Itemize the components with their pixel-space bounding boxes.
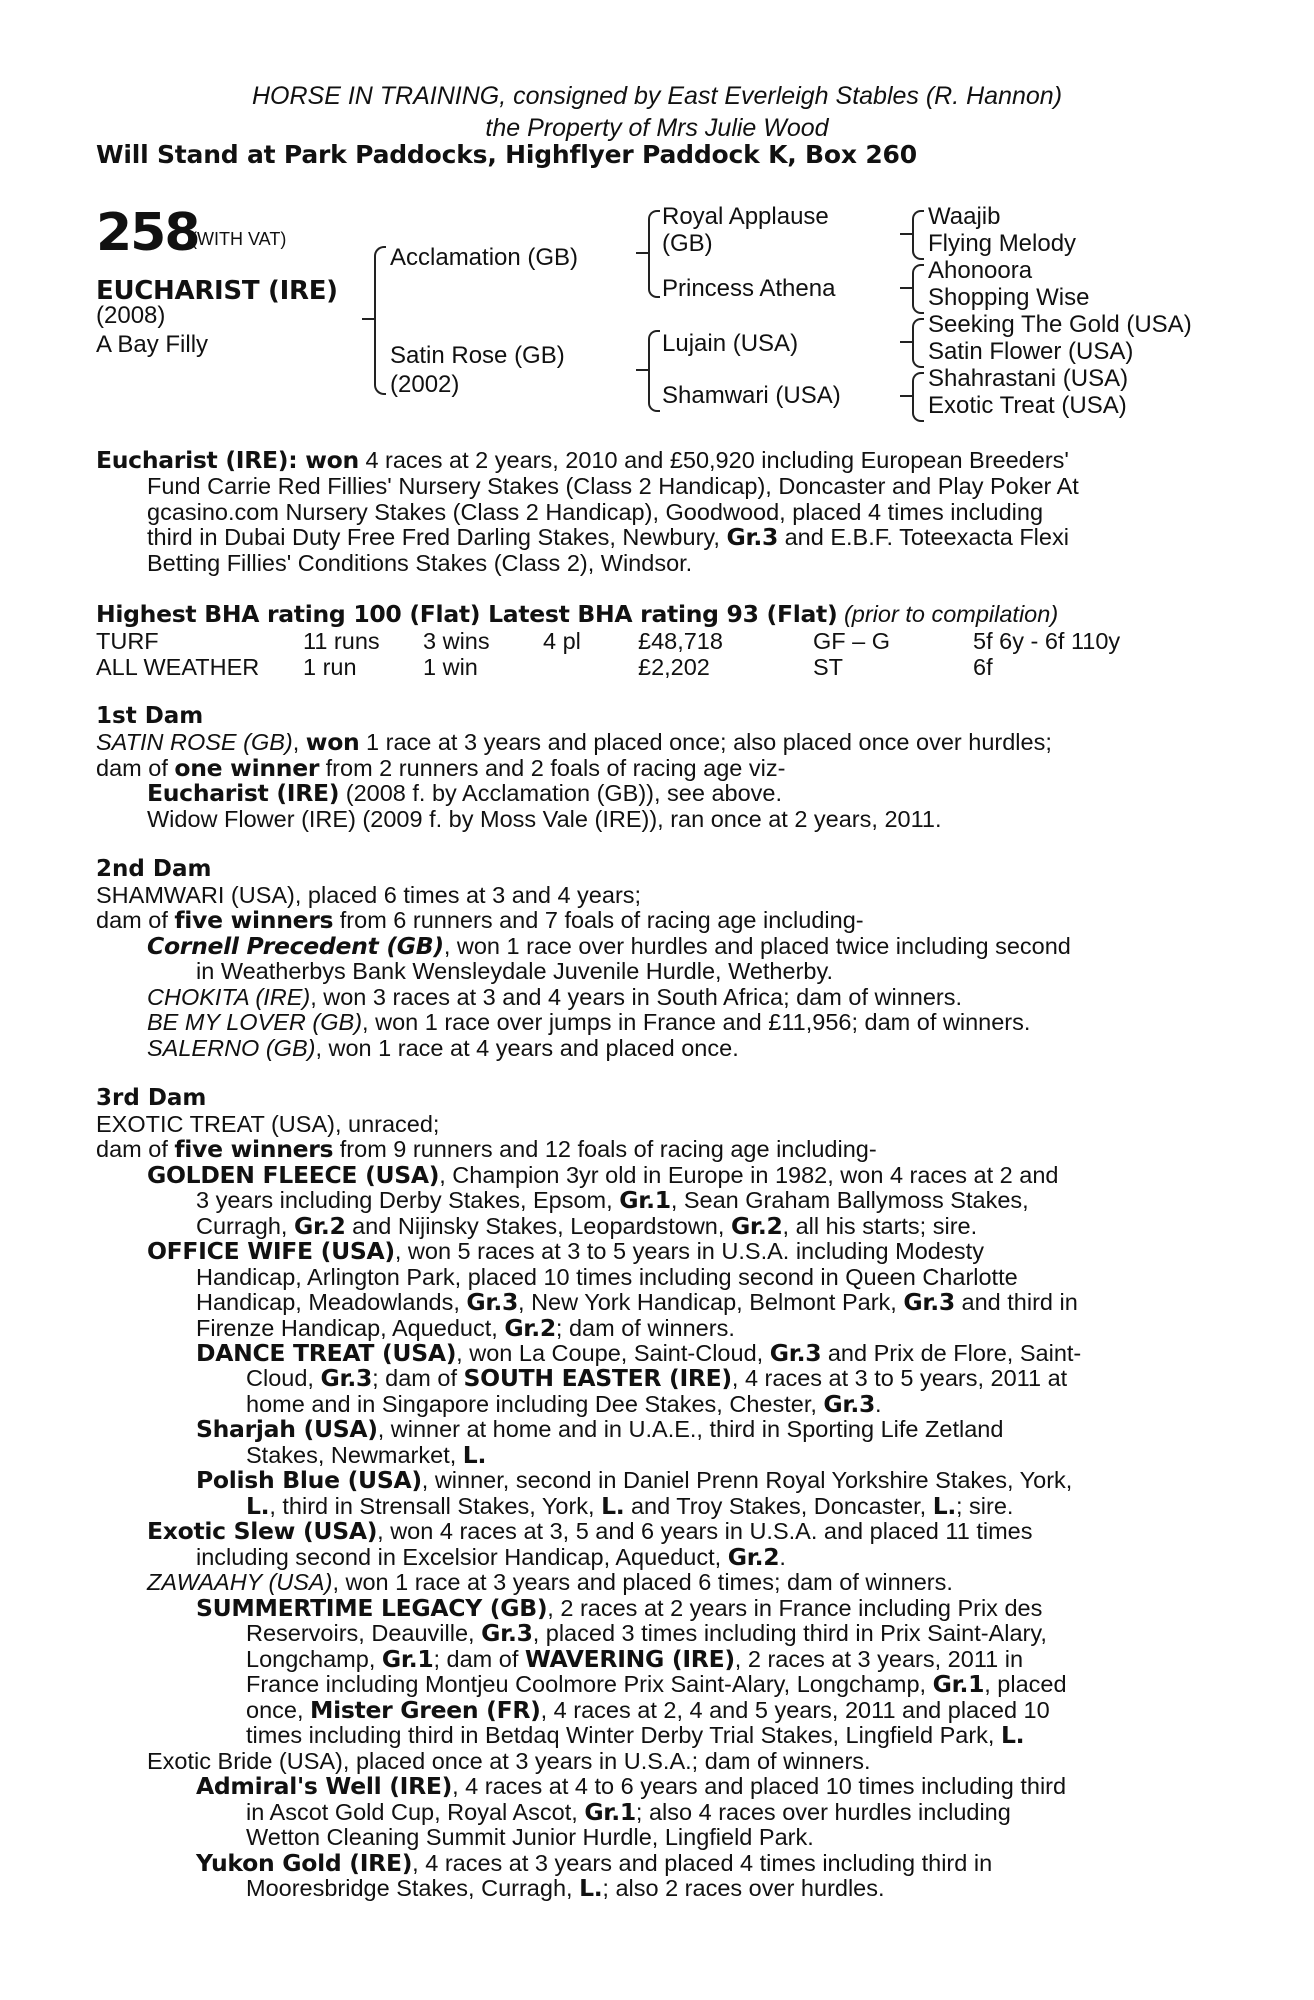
second-dam-produce-2: CHOKITA (IRE), won 3 races at 3 and 4 years in South Africa; dam of winners.: [147, 984, 963, 1010]
first-dam-line-2: dam of one winner from 2 runners and 2 foals of racing age viz-: [96, 754, 786, 782]
second-dam-produce-4: SALERNO (GB), won 1 race at 4 years and placed once.: [147, 1035, 739, 1061]
entry-golden-fleece: GOLDEN FLEECE (USA), Champion 3yr old in Europe in 1982, won 4 races at 2 and: [147, 1161, 1059, 1189]
stats-wins: 1 win: [423, 654, 478, 680]
third-dam-line-1: EXOTIC TREAT (USA), unraced;: [96, 1111, 440, 1137]
entry-exotic-slew: Exotic Slew (USA), won 4 races at 3, 5 and 6 years in U.S.A. and placed 11 times: [147, 1517, 1033, 1545]
gg-ancestor-4: Shopping Wise: [928, 284, 1090, 311]
gg-ancestor-8: Exotic Treat (USA): [928, 392, 1127, 419]
entry-golden-fleece-2: 3 years including Derby Stakes, Epsom, Gr.1, Sean Graham Ballymoss Stakes,: [196, 1186, 1029, 1214]
entry-dance-treat-2: Cloud, Gr.3; dam of SOUTH EASTER (IRE), 4 races at 3 to 5 years, 2011 at: [246, 1364, 1068, 1392]
second-dam-heading: 2nd Dam: [96, 856, 212, 882]
horse-description: A Bay Filly: [96, 331, 209, 358]
entry-office-wife: OFFICE WIFE (USA), won 5 races at 3 to 5 years in U.S.A. including Modesty: [147, 1237, 984, 1265]
summary-line-2: Fund Carrie Red Fillies' Nursery Stakes (Class 2 Handicap), Doncaster and Play Poker At: [147, 473, 1079, 499]
entry-sharjah: Sharjah (USA), winner at home and in U.A.E., third in Sporting Life Zetland: [196, 1415, 1004, 1443]
rating-note: (prior to compilation): [843, 601, 1059, 627]
entry-summertime-legacy-6: times including third in Betdaq Winter Derby Trial Stakes, Lingfield Park, L.: [246, 1721, 1025, 1749]
grandsire-1-country: (GB): [662, 230, 713, 257]
stats-surface: TURF: [96, 628, 159, 654]
stats-wins: 3 wins: [423, 628, 490, 654]
entry-summertime-legacy: SUMMERTIME LEGACY (GB), 2 races at 2 years in France including Prix des: [196, 1594, 1043, 1622]
grandsire-2: Lujain (USA): [662, 330, 799, 357]
entry-sharjah-2: Stakes, Newmarket, L.: [246, 1441, 487, 1469]
stats-prize-money: £48,718: [638, 628, 723, 654]
entry-office-wife-4: Firenze Handicap, Aqueduct, Gr.2; dam of winners.: [196, 1314, 735, 1342]
summary-line-4: [147, 525, 1069, 551]
entry-dance-treat-3: home and in Singapore including Dee Stakes, Chester, Gr.3.: [246, 1390, 882, 1418]
horse-year: (2008): [96, 302, 166, 329]
grandsire-1: Royal Applause: [662, 203, 829, 230]
third-dam-line-2: dam of five winners from 9 runners and 12 foals of racing age including-: [96, 1135, 877, 1163]
sire-name: Acclamation (GB): [390, 244, 579, 271]
stats-going: ST: [813, 654, 844, 680]
summary-line-1: Eucharist (IRE): won 4 races at 2 years, 2010 and £50,920 including European Breeders': [96, 446, 1069, 474]
entry-admirals-well-3: Wetton Cleaning Summit Junior Hurdle, Lingfield Park.: [246, 1824, 814, 1850]
second-dam-produce-1-cont: in Weatherbys Bank Wensleydale Juvenile Hurdle, Wetherby.: [196, 958, 834, 984]
header-line-2: the Property of Mrs Julie Wood: [485, 114, 829, 142]
second-dam-line-2: dam of five winners from 6 runners and 7 foals of racing age including-: [96, 906, 864, 934]
pedigree-brace-sire-dam: [374, 246, 386, 395]
rating-heading-text: Highest BHA rating 100 (Flat) Latest BHA rating 93 (Flat): [96, 600, 838, 628]
gg-ancestor-7: Shahrastani (USA): [928, 365, 1129, 392]
stats-going: GF – G: [813, 628, 891, 654]
vat-note: (WITH VAT): [191, 229, 287, 249]
entry-exotic-bride: Exotic Bride (USA), placed once at 3 years in U.S.A.; dam of winners.: [147, 1748, 871, 1774]
entry-dance-treat: DANCE TREAT (USA), won La Coupe, Saint-Cloud, Gr.3 and Prix de Flore, Saint-: [196, 1339, 1082, 1367]
granddam-1: Princess Athena: [662, 275, 836, 302]
pedigree-brace-gg-1: [912, 210, 924, 260]
stats-prize-money: £2,202: [638, 654, 710, 680]
header-line-1: HORSE IN TRAINING, consigned by East Everleigh Stables (R. Hannon): [251, 82, 1063, 110]
lot-number: 258: [96, 203, 199, 263]
entry-yukon-gold: Yukon Gold (IRE), 4 races at 3 years and placed 4 times including third in: [196, 1849, 993, 1877]
pedigree-brace-gg-3: [912, 318, 924, 368]
entry-summertime-legacy-5: once, Mister Green (FR), 4 races at 2, 4 and 5 years, 2011 and placed 10: [246, 1696, 1050, 1724]
second-dam-line-1: SHAMWARI (USA), placed 6 times at 3 and 4 years;: [96, 882, 642, 908]
summary-line-3: gcasino.com Nursery Stakes (Class 2 Handicap), Goodwood, placed 4 times including: [147, 499, 1044, 525]
stats-surface: ALL WEATHER: [96, 654, 260, 680]
third-dam-heading: 3rd Dam: [96, 1085, 207, 1111]
pedigree-brace-gg-2: [912, 264, 924, 314]
header-stand-location: Will Stand at Park Paddocks, Highflyer Paddock K, Box 260: [96, 140, 917, 169]
dam-year: (2002): [390, 371, 460, 398]
rating-heading: [96, 602, 1058, 628]
entry-office-wife-3: Handicap, Meadowlands, Gr.3, New York Handicap, Belmont Park, Gr.3 and third in: [196, 1288, 1078, 1316]
stats-distance: 6f: [973, 654, 993, 680]
summary-won: won: [305, 446, 359, 474]
stats-distance: 5f 6y - 6f 110y: [973, 628, 1121, 654]
summary-text-1: 4 races at 2 years, 2010 and £50,920 including European Breeders': [365, 447, 1069, 473]
first-dam-produce-1: Eucharist (IRE) (2008 f. by Acclamation (GB)), see above.: [147, 779, 783, 807]
entry-yukon-gold-2: Mooresbridge Stakes, Curragh, L.; also 2 races over hurdles.: [246, 1874, 885, 1902]
pedigree-brace-gg-4: [912, 372, 924, 422]
second-dam-produce-1: Cornell Precedent (GB), won 1 race over hurdles and placed twice including second: [147, 932, 1071, 960]
pedigree-brace-sire-line: [648, 210, 660, 298]
entry-polish-blue: Polish Blue (USA), winner, second in Daniel Prenn Royal Yorkshire Stakes, York,: [196, 1466, 1073, 1494]
stats-runs: 11 runs: [303, 628, 380, 654]
entry-polish-blue-2: L., third in Strensall Stakes, York, L. and Troy Stakes, Doncaster, L.; sire.: [246, 1492, 1014, 1520]
entry-exotic-slew-2: including second in Excelsior Handicap, Aqueduct, Gr.2.: [196, 1543, 786, 1571]
horse-name: EUCHARIST (IRE): [96, 276, 338, 306]
summary-horse-name: Eucharist (IRE): [96, 446, 289, 474]
gg-ancestor-3: Ahonoora: [928, 257, 1033, 284]
entry-summertime-legacy-2: Reservoirs, Deauville, Gr.3, placed 3 times including third in Prix Saint-Alary,: [246, 1619, 1047, 1647]
dam-name: Satin Rose (GB): [390, 342, 565, 369]
stats-placed: 4 pl: [543, 628, 581, 654]
gg-ancestor-5: Seeking The Gold (USA): [928, 311, 1192, 338]
pedigree-brace-dam-line: [648, 330, 660, 412]
first-dam-line-1: SATIN ROSE (GB), won 1 race at 3 years and placed once; also placed once over hurdles;: [96, 728, 1052, 756]
second-dam-produce-3: BE MY LOVER (GB), won 1 race over jumps in France and £11,956; dam of winners.: [147, 1009, 1031, 1035]
summary-text-4: third in Dubai Duty Free Fred Darling Stakes, Newbury,: [147, 524, 720, 550]
summary-grade: Gr.3: [726, 523, 779, 551]
summary-tail: and E.B.F. Toteexacta Flexi: [784, 524, 1069, 550]
first-dam-produce-2: Widow Flower (IRE) (2009 f. by Moss Vale (IRE)), ran once at 2 years, 2011.: [147, 806, 942, 832]
entry-admirals-well: Admiral's Well (IRE), 4 races at 4 to 6 years and placed 10 times including third: [196, 1772, 1067, 1800]
entry-summertime-legacy-3: Longchamp, Gr.1; dam of WAVERING (IRE), 2 races at 3 years, 2011 in: [246, 1645, 1024, 1673]
first-dam-heading: 1st Dam: [96, 703, 204, 729]
entry-golden-fleece-3: Curragh, Gr.2 and Nijinsky Stakes, Leopardstown, Gr.2, all his starts; sire.: [196, 1212, 978, 1240]
gg-ancestor-1: Waajib: [928, 203, 1001, 230]
gg-ancestor-2: Flying Melody: [928, 230, 1077, 257]
granddam-2: Shamwari (USA): [662, 382, 841, 409]
gg-ancestor-6: Satin Flower (USA): [928, 338, 1134, 365]
entry-office-wife-2: Handicap, Arlington Park, placed 10 times including second in Queen Charlotte: [196, 1264, 1018, 1290]
entry-zawaahy: ZAWAAHY (USA), won 1 race at 3 years and placed 6 times; dam of winners.: [147, 1569, 953, 1595]
stats-runs: 1 run: [303, 654, 357, 680]
summary-line-5: Betting Fillies' Conditions Stakes (Class 2), Windsor.: [147, 550, 693, 576]
entry-admirals-well-2: in Ascot Gold Cup, Royal Ascot, Gr.1; also 4 races over hurdles including: [246, 1798, 1011, 1826]
entry-summertime-legacy-4: France including Montjeu Coolmore Prix Saint-Alary, Longchamp, Gr.1, placed: [246, 1670, 1067, 1698]
